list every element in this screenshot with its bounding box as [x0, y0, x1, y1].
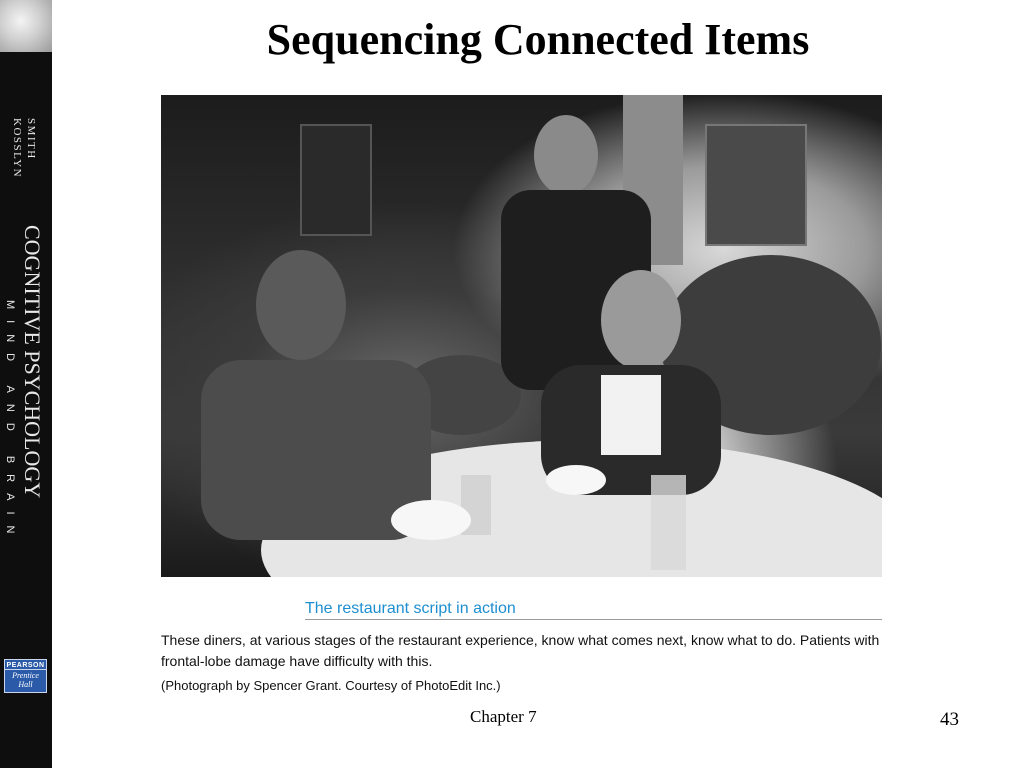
book-spine	[0, 0, 52, 768]
publisher-logo-bottom: Prentice Hall	[12, 671, 39, 689]
publisher-logo-top: PEARSON	[6, 662, 45, 669]
caption-text: These diners, at various stages of the restaurant experience, know what comes next, know what to do. Patients with frontal-lobe damage have difficulty with this.	[161, 632, 880, 669]
spine-author-smith: SMITH	[25, 118, 37, 160]
footer-chapter: Chapter 7	[470, 707, 537, 726]
spine-cover-photo	[0, 0, 52, 52]
slide-title: Sequencing Connected Items	[266, 15, 810, 64]
spine-book-title: COGNITIVE PSYCHOLOGY	[20, 225, 45, 499]
spine-author-kosslyn: KOSSLYN	[11, 118, 23, 179]
caption-title: The restaurant script in action	[305, 600, 516, 617]
page-number: 43	[940, 709, 959, 730]
photo-scene-shapes	[161, 95, 882, 577]
caption-divider	[305, 619, 882, 620]
publisher-logo	[4, 659, 47, 693]
restaurant-photo	[161, 95, 882, 577]
spine-authors	[10, 118, 38, 178]
photo-credit: (Photograph by Spencer Grant. Courtesy of PhotoEdit Inc.)	[161, 678, 501, 693]
spine-book-subtitle: MIND AND BRAIN	[4, 300, 16, 545]
